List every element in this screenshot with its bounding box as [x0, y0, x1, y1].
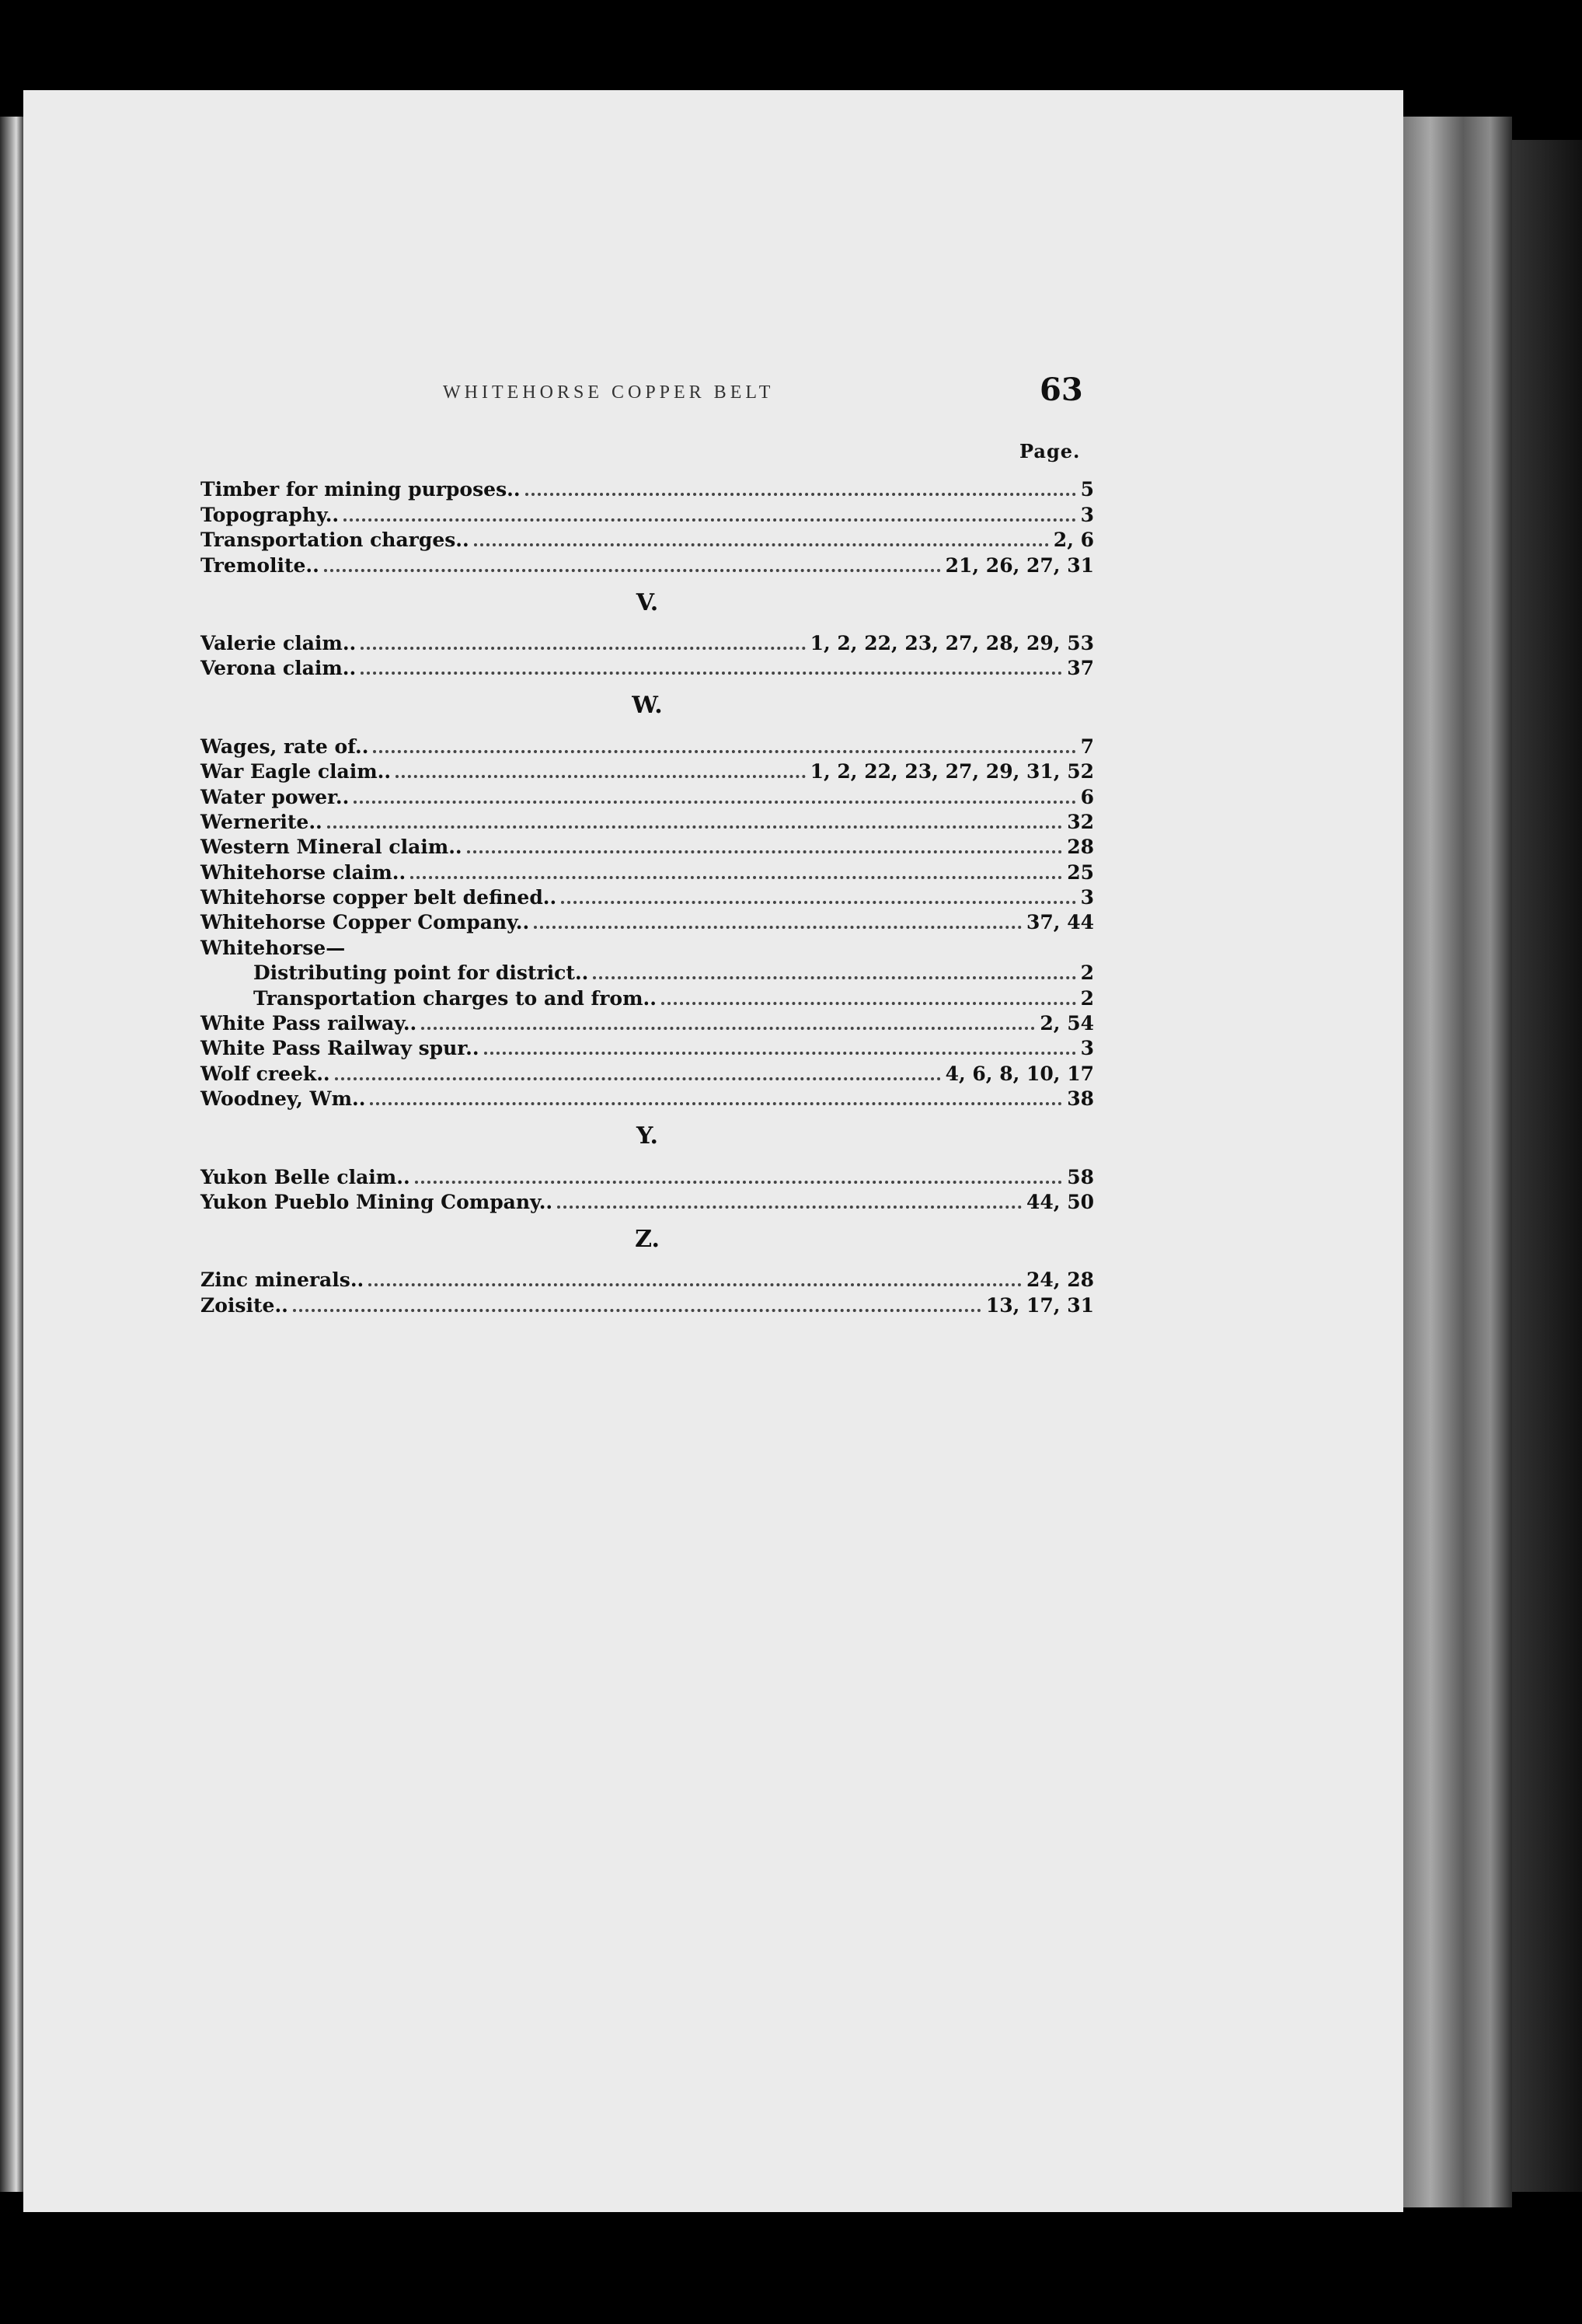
dot-leader [370, 1101, 1062, 1105]
dot-leader [421, 1026, 1035, 1030]
index-list [200, 476, 1094, 1317]
dot-leader [410, 875, 1062, 879]
dot-leader [343, 518, 1075, 522]
page-stack-edge [1403, 117, 1512, 2207]
index-term: Tremolite.. [200, 553, 319, 577]
index-entry [200, 808, 1094, 833]
dot-leader [354, 800, 1075, 804]
index-term: Whitehorse— [200, 936, 346, 959]
dot-leader [557, 1205, 1022, 1209]
dot-leader [368, 1282, 1022, 1286]
section-letter: Y. [636, 1122, 658, 1150]
index-pages: 2, 54 [1040, 1012, 1094, 1035]
index-pages: 2, 6 [1053, 529, 1094, 552]
section-letter: W. [632, 692, 663, 720]
index-term: Topography.. [200, 503, 340, 526]
index-entry [200, 732, 1094, 757]
index-entry [200, 984, 1094, 1009]
index-pages: 37, 44 [1026, 911, 1094, 934]
index-term: White Pass railway.. [200, 1012, 417, 1035]
index-entry [200, 758, 1094, 783]
dot-leader [525, 492, 1076, 496]
dot-leader [335, 1077, 941, 1080]
index-term: Distributing point for district.. [253, 961, 589, 985]
dot-leader [373, 749, 1075, 753]
index-pages: 3 [1080, 503, 1094, 526]
index-entry [200, 526, 1094, 551]
index-pages: 24, 28 [1026, 1268, 1094, 1292]
index-pages: 28 [1067, 836, 1094, 859]
index-entry [200, 1085, 1094, 1110]
index-entry [200, 1163, 1094, 1188]
dot-leader [361, 671, 1062, 675]
index-pages: 7 [1080, 735, 1094, 758]
index-term: Wolf creek.. [200, 1062, 330, 1085]
index-term: War Eagle claim.. [200, 760, 392, 783]
dot-leader [474, 543, 1049, 546]
dot-leader [396, 774, 806, 778]
index-entry [200, 858, 1094, 883]
dot-leader [361, 646, 805, 650]
adjacent-page-edge [0, 117, 23, 2192]
index-pages: 3 [1080, 886, 1094, 909]
index-term: Whitehorse Copper Company.. [200, 911, 530, 934]
index-entry [200, 959, 1094, 984]
index-pages: 38 [1067, 1087, 1094, 1111]
index-term: Transportation charges to and from.. [253, 986, 657, 1010]
page-number: 63 [1040, 372, 1083, 408]
index-pages: 1, 2, 22, 23, 27, 29, 31, 52 [810, 760, 1094, 783]
dot-leader [661, 1001, 1076, 1005]
index-term: Timber for mining purposes.. [200, 478, 521, 501]
index-entry [200, 551, 1094, 576]
index-term: Yukon Belle claim.. [200, 1165, 410, 1188]
index-pages: 25 [1067, 860, 1094, 884]
index-entry [200, 1010, 1094, 1035]
dot-leader [293, 1308, 981, 1312]
index-term: Valerie claim.. [200, 631, 357, 654]
index-term: Verona claim.. [200, 657, 357, 680]
index-entry [200, 909, 1094, 933]
index-entry [200, 833, 1094, 858]
index-entry [200, 1059, 1094, 1084]
index-term: Zoisite.. [200, 1293, 288, 1317]
index-entry [200, 1188, 1094, 1213]
index-term: Whitehorse copper belt defined.. [200, 886, 557, 909]
dot-leader [415, 1180, 1063, 1184]
index-term: Transportation charges.. [200, 529, 469, 552]
index-pages: 37 [1067, 657, 1094, 680]
index-term: Whitehorse claim.. [200, 860, 406, 884]
index-entry [200, 1266, 1094, 1291]
index-term: Western Mineral claim.. [200, 836, 462, 859]
section-letter: V. [636, 588, 659, 616]
index-pages: 32 [1067, 810, 1094, 833]
running-header: WHITEHORSE COPPER BELT [443, 382, 775, 403]
index-entry [200, 783, 1094, 808]
index-entry [200, 654, 1094, 679]
dot-leader [467, 850, 1063, 853]
index-entry [200, 933, 1094, 958]
index-term: Woodney, Wm.. [200, 1087, 366, 1111]
index-term: Water power.. [200, 785, 350, 808]
index-pages: 2 [1080, 961, 1094, 985]
index-pages: 21, 26, 27, 31 [945, 553, 1094, 577]
index-entry [200, 1291, 1094, 1316]
index-pages: 3 [1080, 1037, 1094, 1060]
dot-leader [327, 825, 1062, 829]
section-letter: Z. [635, 1225, 660, 1253]
index-term: Wages, rate of.. [200, 735, 369, 758]
index-pages: 2 [1080, 986, 1094, 1010]
index-pages: 5 [1080, 478, 1094, 501]
dot-leader [534, 925, 1022, 929]
index-term: Zinc minerals.. [200, 1268, 364, 1292]
page-column-label: Page. [1019, 440, 1081, 462]
index-pages: 6 [1080, 785, 1094, 808]
index-pages: 13, 17, 31 [985, 1293, 1094, 1317]
index-term: White Pass Railway spur.. [200, 1037, 479, 1060]
index-pages: 1, 2, 22, 23, 27, 28, 29, 53 [810, 631, 1094, 654]
index-pages: 44, 50 [1026, 1190, 1094, 1213]
dot-leader [561, 900, 1075, 904]
index-entry [200, 476, 1094, 501]
index-entry [200, 501, 1094, 525]
index-entry [200, 1035, 1094, 1059]
dot-leader [324, 568, 941, 572]
index-term: Wernerite.. [200, 810, 322, 833]
index-entry [200, 884, 1094, 909]
index-entry [200, 630, 1094, 654]
index-term: Yukon Pueblo Mining Company.. [200, 1190, 553, 1213]
index-pages: 58 [1067, 1165, 1094, 1188]
dot-leader [484, 1051, 1076, 1055]
index-pages: 4, 6, 8, 10, 17 [945, 1062, 1094, 1085]
scanner-shadow [1512, 140, 1582, 2192]
dot-leader [593, 975, 1075, 979]
